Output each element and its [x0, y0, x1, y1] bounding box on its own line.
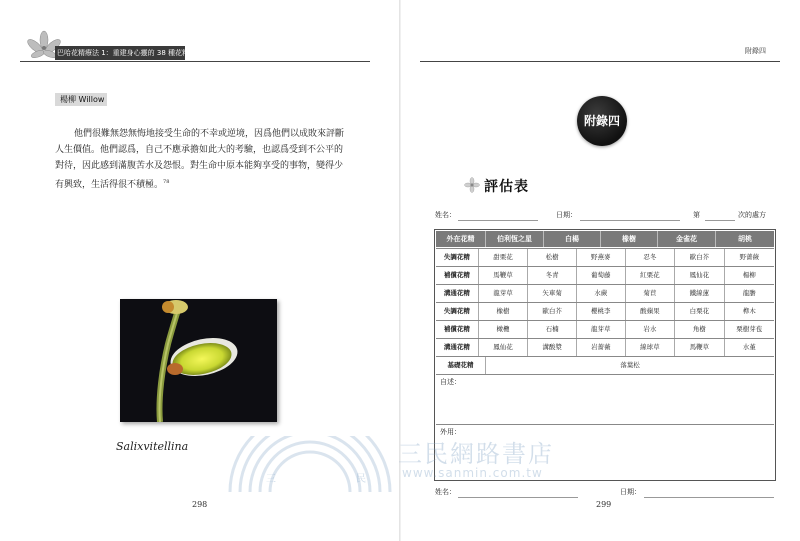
- watermark-text: 三民網路書店: [398, 440, 554, 468]
- table-header-cell: 伯利恆之星: [486, 231, 544, 247]
- flower-cell[interactable]: 溝酸漿: [528, 339, 577, 356]
- footnote-ref: 78: [163, 179, 170, 185]
- flower-cell[interactable]: 龍芽草: [479, 285, 529, 302]
- bottom-date-field[interactable]: [644, 497, 774, 498]
- table-row: [436, 338, 774, 356]
- appendix-badge: 附錄四: [583, 114, 620, 128]
- flower-cell[interactable]: 楊柳: [742, 271, 756, 279]
- flower-cell[interactable]: 矢車菊: [528, 285, 577, 302]
- date-label: 日期：: [556, 211, 577, 219]
- watermark-char: 民: [356, 474, 366, 485]
- table-header-cell: 胡桃: [738, 235, 752, 243]
- flower-cell[interactable]: 鳳仙花: [479, 339, 529, 356]
- bottom-date-label: 日期：: [620, 488, 641, 496]
- prescription-no-field[interactable]: [705, 220, 735, 221]
- header-rule-right: [420, 61, 780, 62]
- flower-cell[interactable]: 酸蘋果: [626, 303, 676, 320]
- name-label: 姓名：: [435, 211, 456, 219]
- flower-cell[interactable]: 歐白芥: [675, 249, 725, 266]
- willow-photo: [120, 299, 277, 422]
- table-row: [436, 248, 774, 266]
- table-header-cell: 外在花精: [436, 231, 486, 247]
- table-row: [436, 266, 774, 284]
- running-header-right: 附錄四: [745, 47, 766, 55]
- base-flower-row: [436, 356, 774, 374]
- base-flower-value[interactable]: 落葉松: [620, 361, 640, 369]
- self-report-label: 自述：: [440, 378, 461, 386]
- body-paragraph-block: [55, 126, 345, 193]
- page-number-left: 298: [192, 500, 208, 509]
- flower-cell[interactable]: 橡樹: [479, 303, 529, 320]
- flower-cell[interactable]: 櫻桃李: [577, 303, 626, 320]
- flower-cell[interactable]: 角樹: [675, 321, 725, 338]
- flower-bullet-icon: [464, 177, 480, 193]
- flower-cell[interactable]: 歐白芥: [528, 303, 577, 320]
- running-header: 巴哈花精療法 1：重建身心靈的 38 種花精處方: [57, 49, 204, 57]
- table-row: [436, 302, 774, 320]
- row-label: 補償花精: [436, 321, 479, 338]
- flower-cell[interactable]: 葡萄藤: [577, 267, 626, 284]
- flower-cell[interactable]: 紅栗花: [626, 267, 676, 284]
- flower-cell[interactable]: 岩水: [626, 321, 676, 338]
- flower-cell[interactable]: 忍冬: [626, 249, 676, 266]
- flower-cell[interactable]: 榫木: [742, 307, 756, 315]
- flower-cell[interactable]: 線球草: [626, 339, 676, 356]
- row-label: 溝通花精: [436, 285, 479, 302]
- flower-cell[interactable]: 水堇: [742, 343, 756, 351]
- watermark-char: 三: [266, 474, 276, 485]
- prescription-no-label: 第: [693, 211, 700, 219]
- page-number-right: 299: [596, 500, 612, 509]
- flower-cell[interactable]: 橄欖: [479, 321, 529, 338]
- table-header-cell: 白楊: [544, 231, 601, 247]
- table-header-row: [436, 231, 774, 247]
- self-report-area[interactable]: [436, 374, 774, 424]
- row-label: 失調花精: [436, 303, 479, 320]
- header-rule: [20, 61, 370, 62]
- bottom-name-label: 姓名：: [435, 488, 456, 496]
- row-label: 補償花精: [436, 267, 479, 284]
- name-field[interactable]: [458, 220, 538, 221]
- flower-cell[interactable]: 龍芽草: [577, 321, 626, 338]
- date-field[interactable]: [580, 220, 680, 221]
- flower-cell[interactable]: 野薔薇: [739, 253, 760, 261]
- section-label: 楊柳 Willow: [60, 95, 105, 104]
- form-title: 評估表: [484, 179, 529, 195]
- table-row: [436, 320, 774, 338]
- flower-cell[interactable]: 龍膽: [742, 289, 756, 297]
- flower-cell[interactable]: 水蕨: [577, 285, 626, 302]
- table-row: [436, 284, 774, 302]
- flower-cell[interactable]: 白栗花: [675, 303, 725, 320]
- table-header-cell: 橡樹: [601, 231, 658, 247]
- flower-cell[interactable]: 冬青: [528, 267, 577, 284]
- flower-cell[interactable]: 鐵線蓮: [675, 285, 725, 302]
- flower-cell[interactable]: 馬鞭草: [675, 339, 725, 356]
- flower-cell[interactable]: 菊苣: [626, 285, 676, 302]
- prescription-suffix-label: 次的處方: [738, 211, 766, 219]
- body-paragraph: 他們很難無怨無悔地接受生命的不幸或逆境，因爲他們以成敗來評斷人生價值。他們認爲，自己不應承擔如此大的考驗，也認爲受到不公平的對待，因此感到滿腹苦水及怨恨。對生命中原本能夠享受的事物，變得少有興致，生活得很不積極。: [55, 129, 345, 190]
- external-use-label: 外用：: [440, 428, 461, 436]
- willow-catkin-illustration: [120, 299, 277, 422]
- base-flower-label: 基礎花精: [436, 357, 486, 374]
- row-label: 溝通花精: [436, 339, 479, 356]
- flower-cell[interactable]: 松樹: [528, 249, 577, 266]
- flower-cell[interactable]: 石楠: [528, 321, 577, 338]
- flower-cell[interactable]: 栗樹芽苞: [736, 325, 763, 333]
- flower-cell[interactable]: 馬鞭草: [479, 267, 529, 284]
- bottom-name-field[interactable]: [458, 497, 578, 498]
- flower-cell[interactable]: 鳳仙花: [675, 267, 725, 284]
- flower-cell[interactable]: 岩薔薇: [577, 339, 626, 356]
- row-label: 失調花精: [436, 249, 479, 266]
- photo-caption: Salixvitellina: [116, 440, 189, 453]
- watermark-url: www.sanmin.com.tw: [402, 466, 543, 480]
- flower-cell[interactable]: 甜栗花: [479, 249, 529, 266]
- table-header-cell: 金雀花: [658, 231, 716, 247]
- flower-cell[interactable]: 野燕麥: [577, 249, 626, 266]
